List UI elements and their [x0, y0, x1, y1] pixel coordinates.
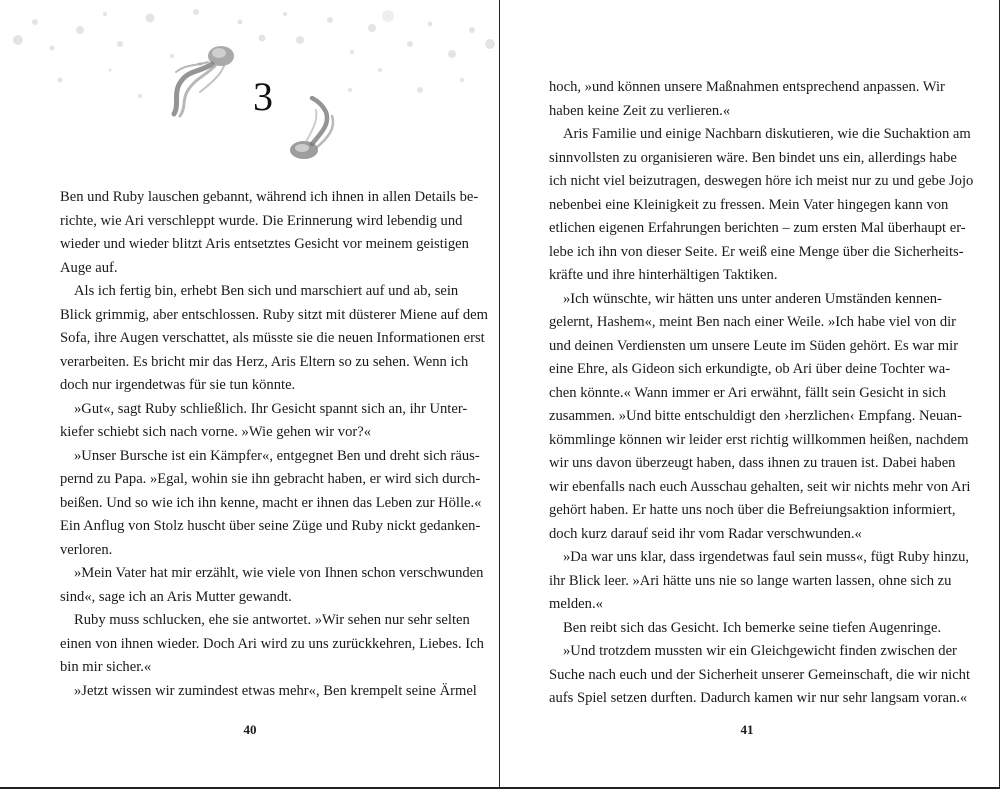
text-line: gehört haben. Er hatte uns noch über die Befreiungsaktion informiert,	[549, 502, 956, 518]
text-line: »Unser Bursche ist ein Kämpfer«, entgegnet Ben und dreht sich räus-	[74, 447, 480, 464]
text-line: Sofa, ihre Augen verschattet, als müsste sie die neuen Informationen erst	[60, 330, 485, 346]
text-line: aufs Spiel setzen durften. Dadurch kamen wir nur sehr langsam voran.«	[549, 690, 968, 706]
text-line: melden.«	[549, 596, 603, 612]
text-line: »Gut«, sagt Ruby schließlich. Ihr Gesicht spannt sich an, ihr Unter-	[74, 400, 468, 417]
right-page	[500, 0, 1000, 789]
text-line: gelernt, Hashem«, meint Ben nach einer Weile. »Ich habe viel von dir	[549, 314, 957, 330]
text-line: zusammen. »Und bitte entschuldigt den ›herzlichen‹ Empfang. Neuan-	[549, 408, 962, 424]
text-line: Als ich fertig bin, erhebt Ben sich und marschiert auf und ab, sein	[74, 283, 459, 299]
text-line: doch nur irgendetwas für sie tun könnte.	[60, 377, 296, 393]
text-line: Auge auf.	[60, 259, 118, 276]
text-line: und deinen Verdiensten um unsere Leute im Süden gehört. Es war mir	[549, 337, 959, 354]
text-line: haben keine Zeit zu verlieren.«	[549, 102, 731, 119]
text-line: sind«, sage ich an Aris Mutter gewandt.	[60, 588, 292, 605]
text-line: eine Ehre, als Gideon sich erkundigte, ob Ari über deine Tochter wa-	[549, 361, 951, 377]
text-line: kräfte und ihre hinterhältigen Taktiken.	[549, 267, 778, 283]
text-line: Aris Familie und einige Nachbarn diskutieren, wie die Suchaktion am	[563, 126, 971, 142]
text-line: doch kurz darauf seid ihr vom Radar verschwunden.«	[549, 525, 862, 542]
text-line: Ben und Ruby lauschen gebannt, während ich ihnen in allen Details be-	[60, 189, 479, 205]
jellyfish-illustration-right	[290, 98, 333, 159]
page-number-left: 40	[243, 722, 257, 737]
text-line: wieder und wieder blitzt Aris entsetztes Gesicht vor meinem geistigen	[60, 236, 469, 252]
text-line: »Und trotzdem mussten wir ein Gleichgewicht finden zwischen der	[563, 643, 957, 659]
text-line: ihr Blick leer. »Ari hätte uns nie so lange warten lassen, ohne sich zu	[549, 572, 952, 589]
text-line: Blick grimmig, aber entschlossen. Ruby sitzt mit düsterer Miene auf dem	[60, 306, 488, 323]
chapter-number: 3	[253, 74, 273, 119]
left-page	[0, 0, 501, 789]
text-line: »Mein Vater hat mir erzählt, wie viele von Ihnen schon verschwunden	[74, 565, 484, 581]
text-line: Ein Anflug von Stolz huscht über seine Züge und Ruby nickt gedanken-	[60, 518, 481, 534]
text-line: Suche nach euch und der Sicherheit unserer Gemeinschaft, die wir nicht	[549, 666, 971, 683]
text-line: verloren.	[60, 541, 113, 558]
text-line: wir uns davon überzeugt haben, dass ihnen zu trauen ist. Dabei haben	[549, 455, 956, 471]
left-body-text	[60, 186, 488, 703]
text-line: beißen. Und so wie ich ihn kenne, macht er ihnen das Leben zur Hölle.«	[60, 494, 482, 511]
text-line: verarbeiten. Es bricht mir das Herz, Aris Eltern so zu sehen. Wenn ich	[60, 353, 469, 370]
text-line: »Da war uns klar, dass irgendetwas faul sein muss«, fügt Ruby hinzu,	[563, 549, 970, 565]
text-line: »Jetzt wissen wir zumindest etwas mehr«, Ben krempelt seine Ärmel	[74, 682, 477, 699]
jellyfish-illustration-left	[174, 46, 234, 116]
text-line: pernd zu Papa. »Egal, wohin sie ihn gebracht haben, er wird sich durch-	[60, 471, 481, 487]
text-line: lebe ich ihn von dieser Seite. Er weiß eine Menge über die Sicherheits-	[549, 243, 964, 260]
text-line: kiefer schiebt sich nach vorne. »Wie gehen wir vor?«	[60, 424, 372, 440]
right-body-text	[549, 76, 974, 711]
text-line: »Ich wünschte, wir hätten uns unter anderen Umständen kennen-	[563, 290, 942, 307]
text-line: bin mir sicher.«	[60, 659, 152, 675]
text-line: einen von ihnen wieder. Doch Ari wird zu uns zurückkehren, Liebes. Ich	[60, 635, 484, 652]
text-line: Ruby muss schlucken, ehe sie antwortet. »Wir sehen nur sehr selten	[74, 612, 470, 628]
text-line: Ben reibt sich das Gesicht. Ich bemerke seine tiefen Augenringe.	[563, 619, 942, 636]
text-line: nebenbei eine Kleinigkeit zu fressen. Mein Vater hingegen kann von	[549, 196, 949, 213]
text-line: ich nicht viel beizutragen, deswegen höre ich meist nur zu und gebe Jojo	[549, 173, 974, 189]
text-line: kömmlinge können wir leider erst richtig willkommen heißen, nachdem	[549, 431, 969, 448]
text-line: hoch, »und können unsere Maßnahmen entsprechend anpassen. Wir	[549, 79, 945, 95]
text-line: sinnvollsten zu organisieren wäre. Ben bindet uns ein, allerdings habe	[549, 149, 957, 166]
page-number-right: 41	[740, 722, 754, 737]
text-line: richte, wie Ari verschleppt wurde. Die Erinnerung wird lebendig und	[60, 212, 463, 229]
text-line: chen könnte.« Wann immer er Ari erwähnt, fällt sein Gesicht in sich	[549, 384, 946, 401]
text-line: etlichen eigenen Erfahrungen berichten – zum ersten Mal überhaupt er-	[549, 220, 966, 236]
text-line: wir ebenfalls nach euch Ausschau gehalten, seit wir nichts mehr von Ari	[549, 478, 971, 495]
